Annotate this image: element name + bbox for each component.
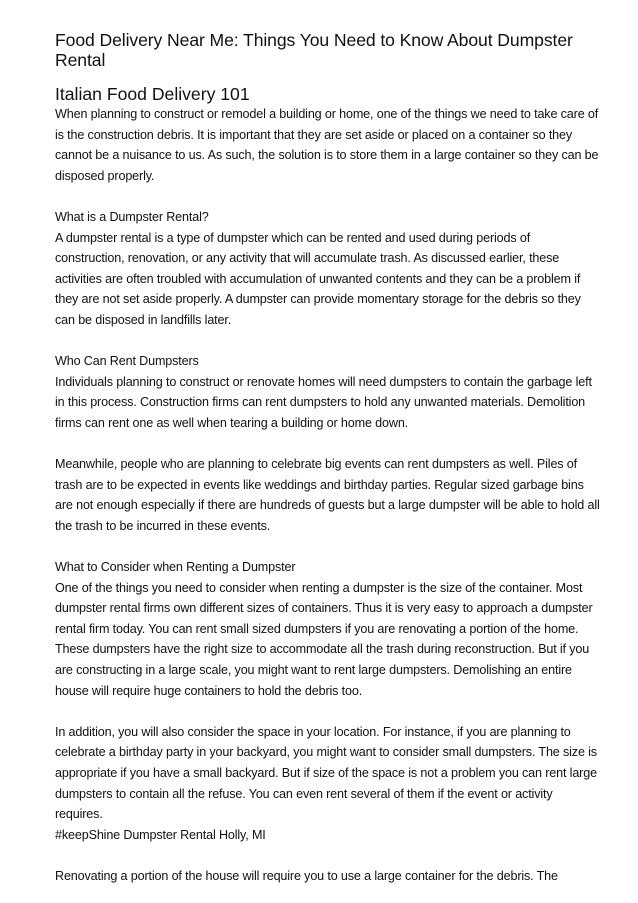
section-text-what-is-dumpster-rental: A dumpster rental is a type of dumpster which can be rented and used during periods of construction, renovation, or any activity that will accumulate trash. As discussed earlier, these activities are often troubled with accumulation of unwanted contents and they can be a problem if they are not set aside properly. A dumpster can provide momentary storage for the debris so they can be disposed in landfills later. bbox=[55, 230, 581, 327]
page-title: Food Delivery Near Me: Things You Need to Know About Dumpster Rental bbox=[55, 30, 573, 70]
section-text-space: In addition, you will also consider the space in your location. For instance, if you are planning to celebrate a birthday party in your backyard, you might want to consider small dumpsters. The size is appropriate if you have a small backyard. But if size of the space is not a problem you can rent large dumpsters to contain all the refuse. You can even rent several of them if the event or activity requires. bbox=[55, 724, 597, 822]
paragraph-spacer bbox=[55, 331, 600, 352]
intro-paragraph: When planning to construct or remodel a building or home, one of the things we need to take care of is the construction debris. It is important that they are set aside or placed on a container so they cannot be a nuisance to us. As such, the solution is to store them in a large container so they can be disposed properly. bbox=[55, 107, 599, 183]
section-heading-what-to-consider: What to Consider when Renting a Dumpster bbox=[55, 560, 296, 575]
section-heading-what-is-dumpster-rental: What is a Dumpster Rental? bbox=[55, 209, 209, 224]
paragraph-spacer bbox=[55, 701, 600, 722]
paragraph-spacer bbox=[55, 434, 600, 455]
section-heading-who-can-rent: Who Can Rent Dumpsters bbox=[55, 354, 199, 369]
hashtag-line: #keepShine Dumpster Rental Holly, MI bbox=[55, 827, 266, 842]
closing-paragraph: Renovating a portion of the house will require you to use a large container for the debris. The bbox=[55, 868, 558, 883]
section-text-who-can-rent: Individuals planning to construct or renovate homes will need dumpsters to contain the garbage left in this process. Construction firms can rent dumpsters to hold any unwanted materials. Demolition firms can rent one as well when tearing a building or home down. bbox=[55, 374, 592, 430]
document-body bbox=[55, 104, 600, 887]
page-subtitle: Italian Food Delivery 101 bbox=[55, 84, 250, 104]
section-text-events: Meanwhile, people who are planning to celebrate big events can rent dumpsters as well. Piles of trash are to be expected in events like weddings and birthday parties. Regular sized garbage bins are not enough especially if there are hundreds of guests but a large dumpster will be able to hold all the trash to be incurred in these events. bbox=[55, 457, 600, 533]
paragraph-spacer bbox=[55, 186, 600, 207]
section-text-what-to-consider: One of the things you need to consider when renting a dumpster is the size of the container. Most dumpster rental firms own different sizes of containers. Thus it is very easy to approach a dumpster rental firm today. You can rent small sized dumpsters if you are renovating a portion of the home. These dumpsters have the right size to accommodate all the trash during reconstruction. But if you are constructing in a large scale, you might want to rent large dumpsters. Demolishing an entire house will require huge containers to hold the debris too. bbox=[55, 580, 593, 698]
paragraph-spacer bbox=[55, 536, 600, 557]
paragraph-spacer bbox=[55, 845, 600, 866]
document-page bbox=[55, 30, 600, 887]
